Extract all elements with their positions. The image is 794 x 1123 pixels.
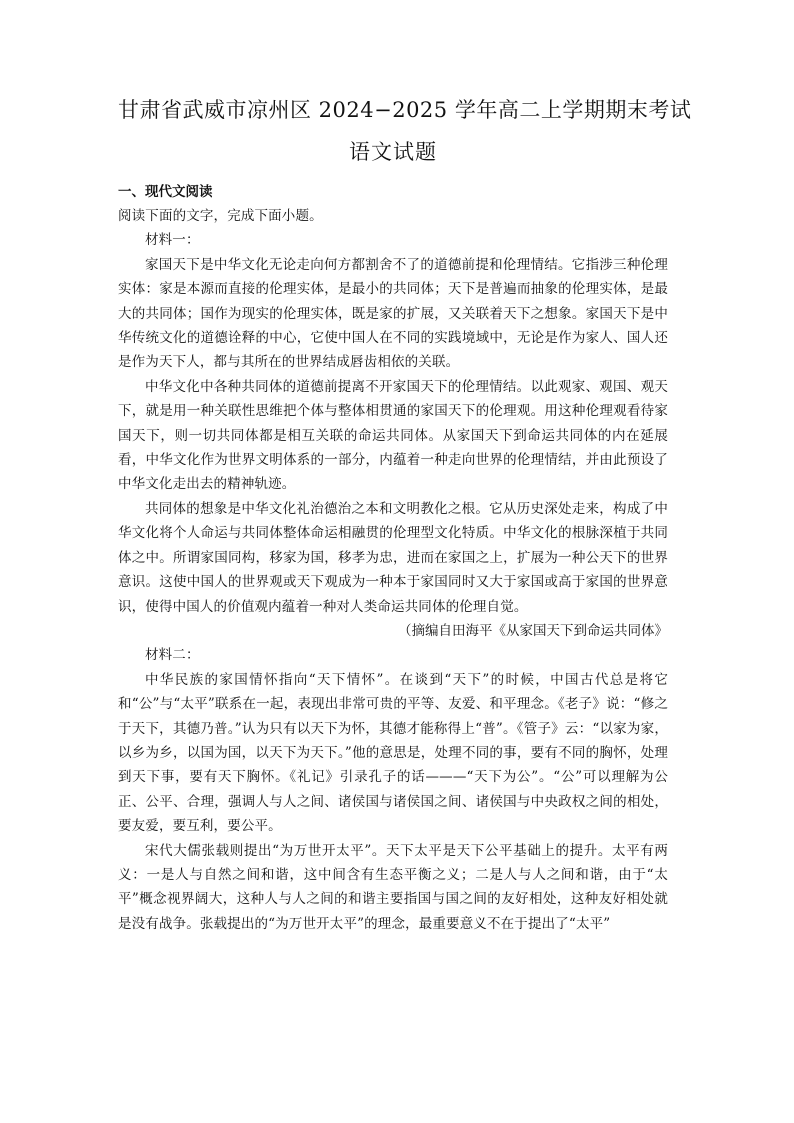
material2-paragraph-1: 中华民族的家国情怀指向“天下情怀”。在谈到“天下”的时候，中国古代总是将它和“公”与“太平”联系在一起，表现出非常可贵的平等、友爱、和平理念。《老子》说：“修之于天下，其德乃普。”认为只有以天下为怀，其德才能称得上“普”。《管子》云：“以家为家，以乡为乡，以国为国，以天下为天下。”他的意思是，处理不同的事，要有不同的胸怀，处理到天下事，要有天下胸怀。《礼记》引录孔子的话———“天下为公”。“公”可以理解为公正、公平、合理，强调人与人之间、诸侯国与诸侯国之间、诸侯国与中央政权之间的相处，要友爱，要互利，要公平。	[118, 671, 668, 835]
material1-label: 材料一：	[145, 232, 200, 249]
document-title: 甘肃省武威市凉州区 2024−2025 学年高二上学期期末考试	[118, 98, 692, 122]
document-page	[118, 96, 692, 936]
section-heading-modern-reading: 一、现代文阅读	[118, 184, 213, 200]
material2-paragraph-2: 宋代大儒张载则提出“为万世开太平”。天下太平是天下公平基础上的提升。太平有两义：一是人与自然之间和谐，这中间含有生态平衡之义；二是人与人之间和谐，由于“太平”概念视界阔大，这种人与人之间的和谐主要指国与国之间的友好相处，这种友好相处就是没有战争。张载提出的“为万世开太平”的理念，最重要意义不在于提出了“太平”	[118, 842, 668, 932]
material1-paragraph-2: 中华文化中各种共同体的道德前提离不开家国天下的伦理情结。以此观家、观国、观天下，就是用一种关联性思维把个体与整体相贯通的家国天下的伦理观。用这种伦理观看待家国天下，则一切共同体都是相互关联的命运共同体。从家国天下到命运共同体的内在延展看，中华文化作为世界文明体系的一部分，内蕴着一种走向世界的伦理情结，并由此预设了中华文化走出去的精神轨迹。	[118, 378, 668, 493]
document-subtitle: 语文试题	[349, 140, 437, 164]
reading-instruction: 阅读下面的文字，完成下面小题。	[118, 208, 323, 224]
material2-label: 材料二：	[145, 647, 200, 664]
material1-paragraph-3: 共同体的想象是中华文化礼治德治之本和文明教化之根。它从历史深处走来，构成了中华文化将个人命运与共同体整体命运相融贯的伦理型文化特质。中华文化的根脉深植于共同体之中。所谓家国同构，移家为国，移孝为忠，进而在家国之上，扩展为一种公天下的世界意识。这使中国人的世界观或天下观成为一种本于家国同时又大于家国或高于家国的世界意识，使得中国人的价值观内蕴着一种对人类命运共同体的伦理自觉。	[118, 500, 668, 615]
material1-paragraph-1: 家国天下是中华文化无论走向何方都割舍不了的道德前提和伦理情结。它指涉三种伦理实体：家是本源而直接的伦理实体，是最小的共同体；天下是普遍而抽象的伦理实体，是最大的共同体；国作为现实的伦理实体，既是家的扩展，又关联着天下之想象。家国天下是中华传统文化的道德诠释的中心，它使中国人在不同的实践境域中，无论是作为家人、国人还是作为天下人，都与其所在的世界结成唇齿相依的关联。	[118, 256, 668, 371]
material1-source: （摘编自田海平《从家国天下到命运共同体》	[398, 622, 668, 639]
